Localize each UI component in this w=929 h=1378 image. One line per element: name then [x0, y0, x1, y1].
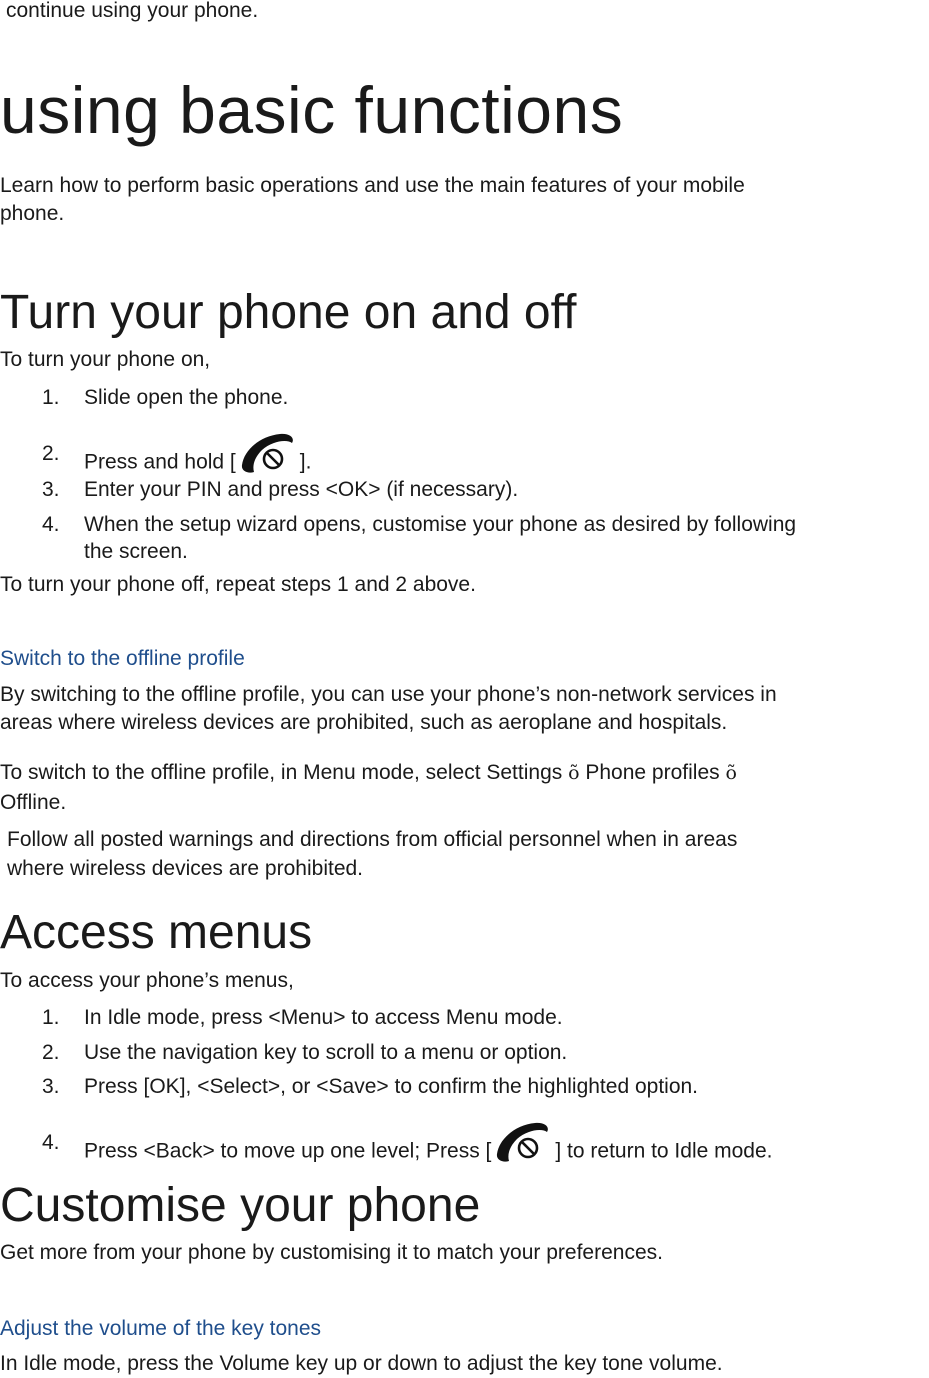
continuation-text: continue using your phone.	[6, 0, 259, 22]
offline-instruction-line-1	[0, 759, 737, 787]
warning-line-2: where wireless devices are prohibited.	[7, 857, 364, 880]
step-number: 2.	[42, 442, 60, 465]
step-number: 1.	[42, 1006, 60, 1029]
step-number: 3.	[42, 1075, 60, 1098]
step-text-before: Press <Back> to move up one level; Press [	[84, 1139, 492, 1163]
power-step-4-line-2: the screen.	[84, 540, 188, 563]
power-step-3: Enter your PIN and press <OK> (if necessary).	[84, 478, 519, 501]
warning-line-1: Follow all posted warnings and directions from official personnel when in areas	[7, 828, 738, 851]
intro-line-1: Learn how to perform basic operations and use the main features of your mobile	[0, 174, 745, 197]
customise-lead: Get more from your phone by customising it to match your preferences.	[0, 1241, 663, 1264]
step-text-after: ].	[299, 450, 312, 474]
menus-step-4	[84, 1129, 773, 1175]
section-heading-customise: Customise your phone	[0, 1179, 481, 1232]
offline-para-line-2: areas where wireless devices are prohibited, such as aeroplane and hospitals.	[0, 711, 728, 734]
step-number: 1.	[42, 386, 60, 409]
page-title: using basic functions	[0, 73, 624, 147]
step-text-after: ] to return to Idle mode.	[555, 1139, 773, 1163]
subheading-offline: Switch to the offline profile	[0, 647, 245, 670]
power-off-text: To turn your phone off, repeat steps 1 and 2 above.	[0, 573, 476, 596]
end-call-key-icon	[493, 1121, 553, 1167]
subheading-volume: Adjust the volume of the key tones	[0, 1317, 322, 1340]
menus-lead: To access your phone’s menus,	[0, 969, 294, 992]
step-number: 2.	[42, 1041, 60, 1064]
offline-para-line-1: By switching to the offline profile, you can use your phone’s non-network services in	[0, 683, 777, 706]
intro-line-2: phone.	[0, 202, 65, 225]
menu-arrow-icon: õ	[725, 762, 737, 784]
step-number: 4.	[42, 1131, 60, 1154]
power-step-4-line-1: When the setup wizard opens, customise your phone as desired by following	[84, 513, 797, 536]
menus-step-1: In Idle mode, press <Menu> to access Menu mode.	[84, 1006, 563, 1029]
offline-instruction-line-2: Offline.	[0, 791, 67, 814]
section-heading-power: Turn your phone on and off	[0, 286, 577, 339]
menu-arrow-icon: õ	[568, 762, 580, 784]
volume-text: In Idle mode, press the Volume key up or down to adjust the key tone volume.	[0, 1352, 723, 1375]
menus-step-2: Use the navigation key to scroll to a menu or option.	[84, 1041, 568, 1064]
step-text-before: Press and hold [	[84, 450, 236, 474]
menus-step-3: Press [OK], <Select>, or <Save> to confirm the highlighted option.	[84, 1075, 699, 1098]
section-heading-menus: Access menus	[0, 906, 313, 959]
end-call-key-icon	[238, 432, 298, 478]
instruction-text: To switch to the offline profile, in Menu mode, select Settings	[0, 761, 569, 784]
instruction-text: Phone profiles	[579, 761, 726, 784]
step-number: 4.	[42, 513, 60, 536]
power-lead: To turn your phone on,	[0, 348, 211, 371]
step-number: 3.	[42, 478, 60, 501]
power-step-1: Slide open the phone.	[84, 386, 289, 409]
